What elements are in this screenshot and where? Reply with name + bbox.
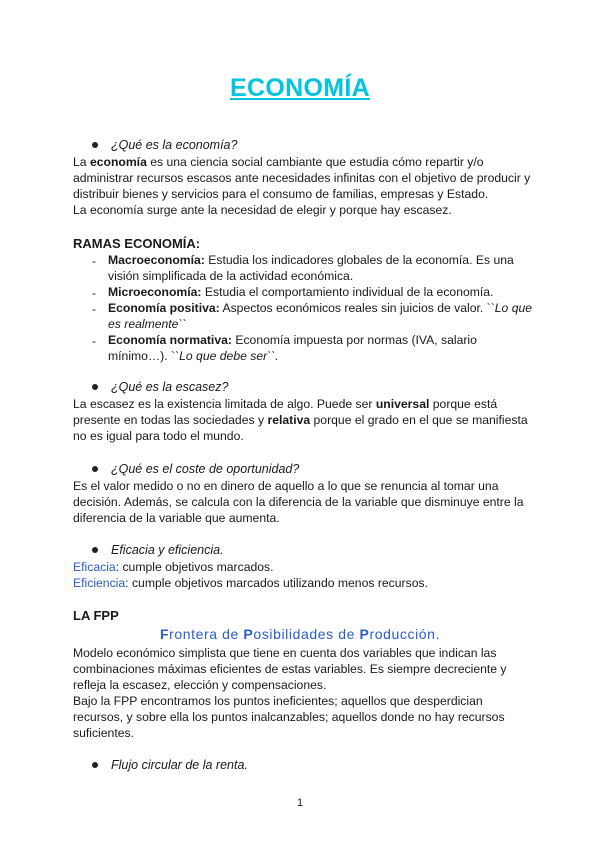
bullet-icon xyxy=(92,142,98,148)
dash-marker: - xyxy=(92,302,97,316)
paragraph-economia: La economía es una ciencia social cambiante que estudia cómo repartir y/o administrar recursos escasos ante necesidades infinitas con el objetivo de producir y distribuir bienes y servicios para el consumo de familias, empresas y Estado. La economía surge ante la necesidad de elegir y porque hay escasez. xyxy=(73,155,531,217)
question-eficacia: Eficacia y eficiencia. xyxy=(92,543,224,557)
definition-eficiencia: Eficiencia: cumple objetivos marcados utilizando menos recursos. xyxy=(73,576,428,590)
dash-marker: - xyxy=(92,254,97,268)
question-economia: ¿Qué es la economía? xyxy=(92,138,237,152)
question-flujo-circular: Flujo circular de la renta. xyxy=(92,758,248,772)
question-escasez: ¿Qué es la escasez? xyxy=(92,380,228,394)
paragraph-fpp-puntos: Bajo la FPP encontramos los puntos ineficientes; aquellos que desperdician recursos, y sobre ella los puntos inalcanzables; aquellos donde no hay recursos suficientes. xyxy=(73,694,505,740)
list-item: Macroeconomía: Estudia los indicadores globales de la economía. Es una visión simplificada de la actividad económica. xyxy=(108,253,514,283)
paragraph-coste-oportunidad: Es el valor medido o no en dinero de aquello a lo que se renuncia al tomar una decisión. Además, se calcula con la diferencia de la variable que disminuye entre la diferencia de la variable que aumenta. xyxy=(73,479,524,525)
paragraph-fpp-modelo: Modelo económico simplista que tiene en cuenta dos variables que indican las combinaciones máximas eficientes de estas variables. Es siempre decreciente y refleja la escasez, elección y compensaciones. xyxy=(73,646,507,692)
bullet-icon xyxy=(92,466,98,472)
page-title: ECONOMÍA xyxy=(230,74,370,102)
dash-marker: - xyxy=(92,334,97,348)
definition-eficacia: Eficacia: cumple objetivos marcados. xyxy=(73,560,274,574)
ramas-heading: RAMAS ECONOMÍA: xyxy=(73,236,201,251)
bullet-icon xyxy=(92,547,98,553)
fpp-full-name: Frontera de Posibilidades de Producción. xyxy=(159,626,441,642)
question-coste-oportunidad: ¿Qué es el coste de oportunidad? xyxy=(92,462,299,476)
list-item: Economía positiva: Aspectos económicos reales sin juicios de valor. ``Lo que es realmente`` xyxy=(108,301,533,331)
bullet-icon xyxy=(92,384,98,390)
paragraph-escasez: La escasez es la existencia limitada de algo. Puede ser universal porque está presente en todas las sociedades y relativa porque el grado en el que se manifiesta no es igual para todo el mundo. xyxy=(73,397,528,443)
bullet-icon xyxy=(92,762,98,768)
list-item: Economía normativa: Economía impuesta por normas (IVA, salario mínimo…). ``Lo que debe ser``. xyxy=(108,333,477,363)
list-item: Microeconomía: Estudia el comportamiento individual de la economía. xyxy=(108,285,494,299)
dash-marker: - xyxy=(92,286,97,300)
fpp-heading: LA FPP xyxy=(73,608,119,623)
page-number: 1 xyxy=(296,797,304,809)
